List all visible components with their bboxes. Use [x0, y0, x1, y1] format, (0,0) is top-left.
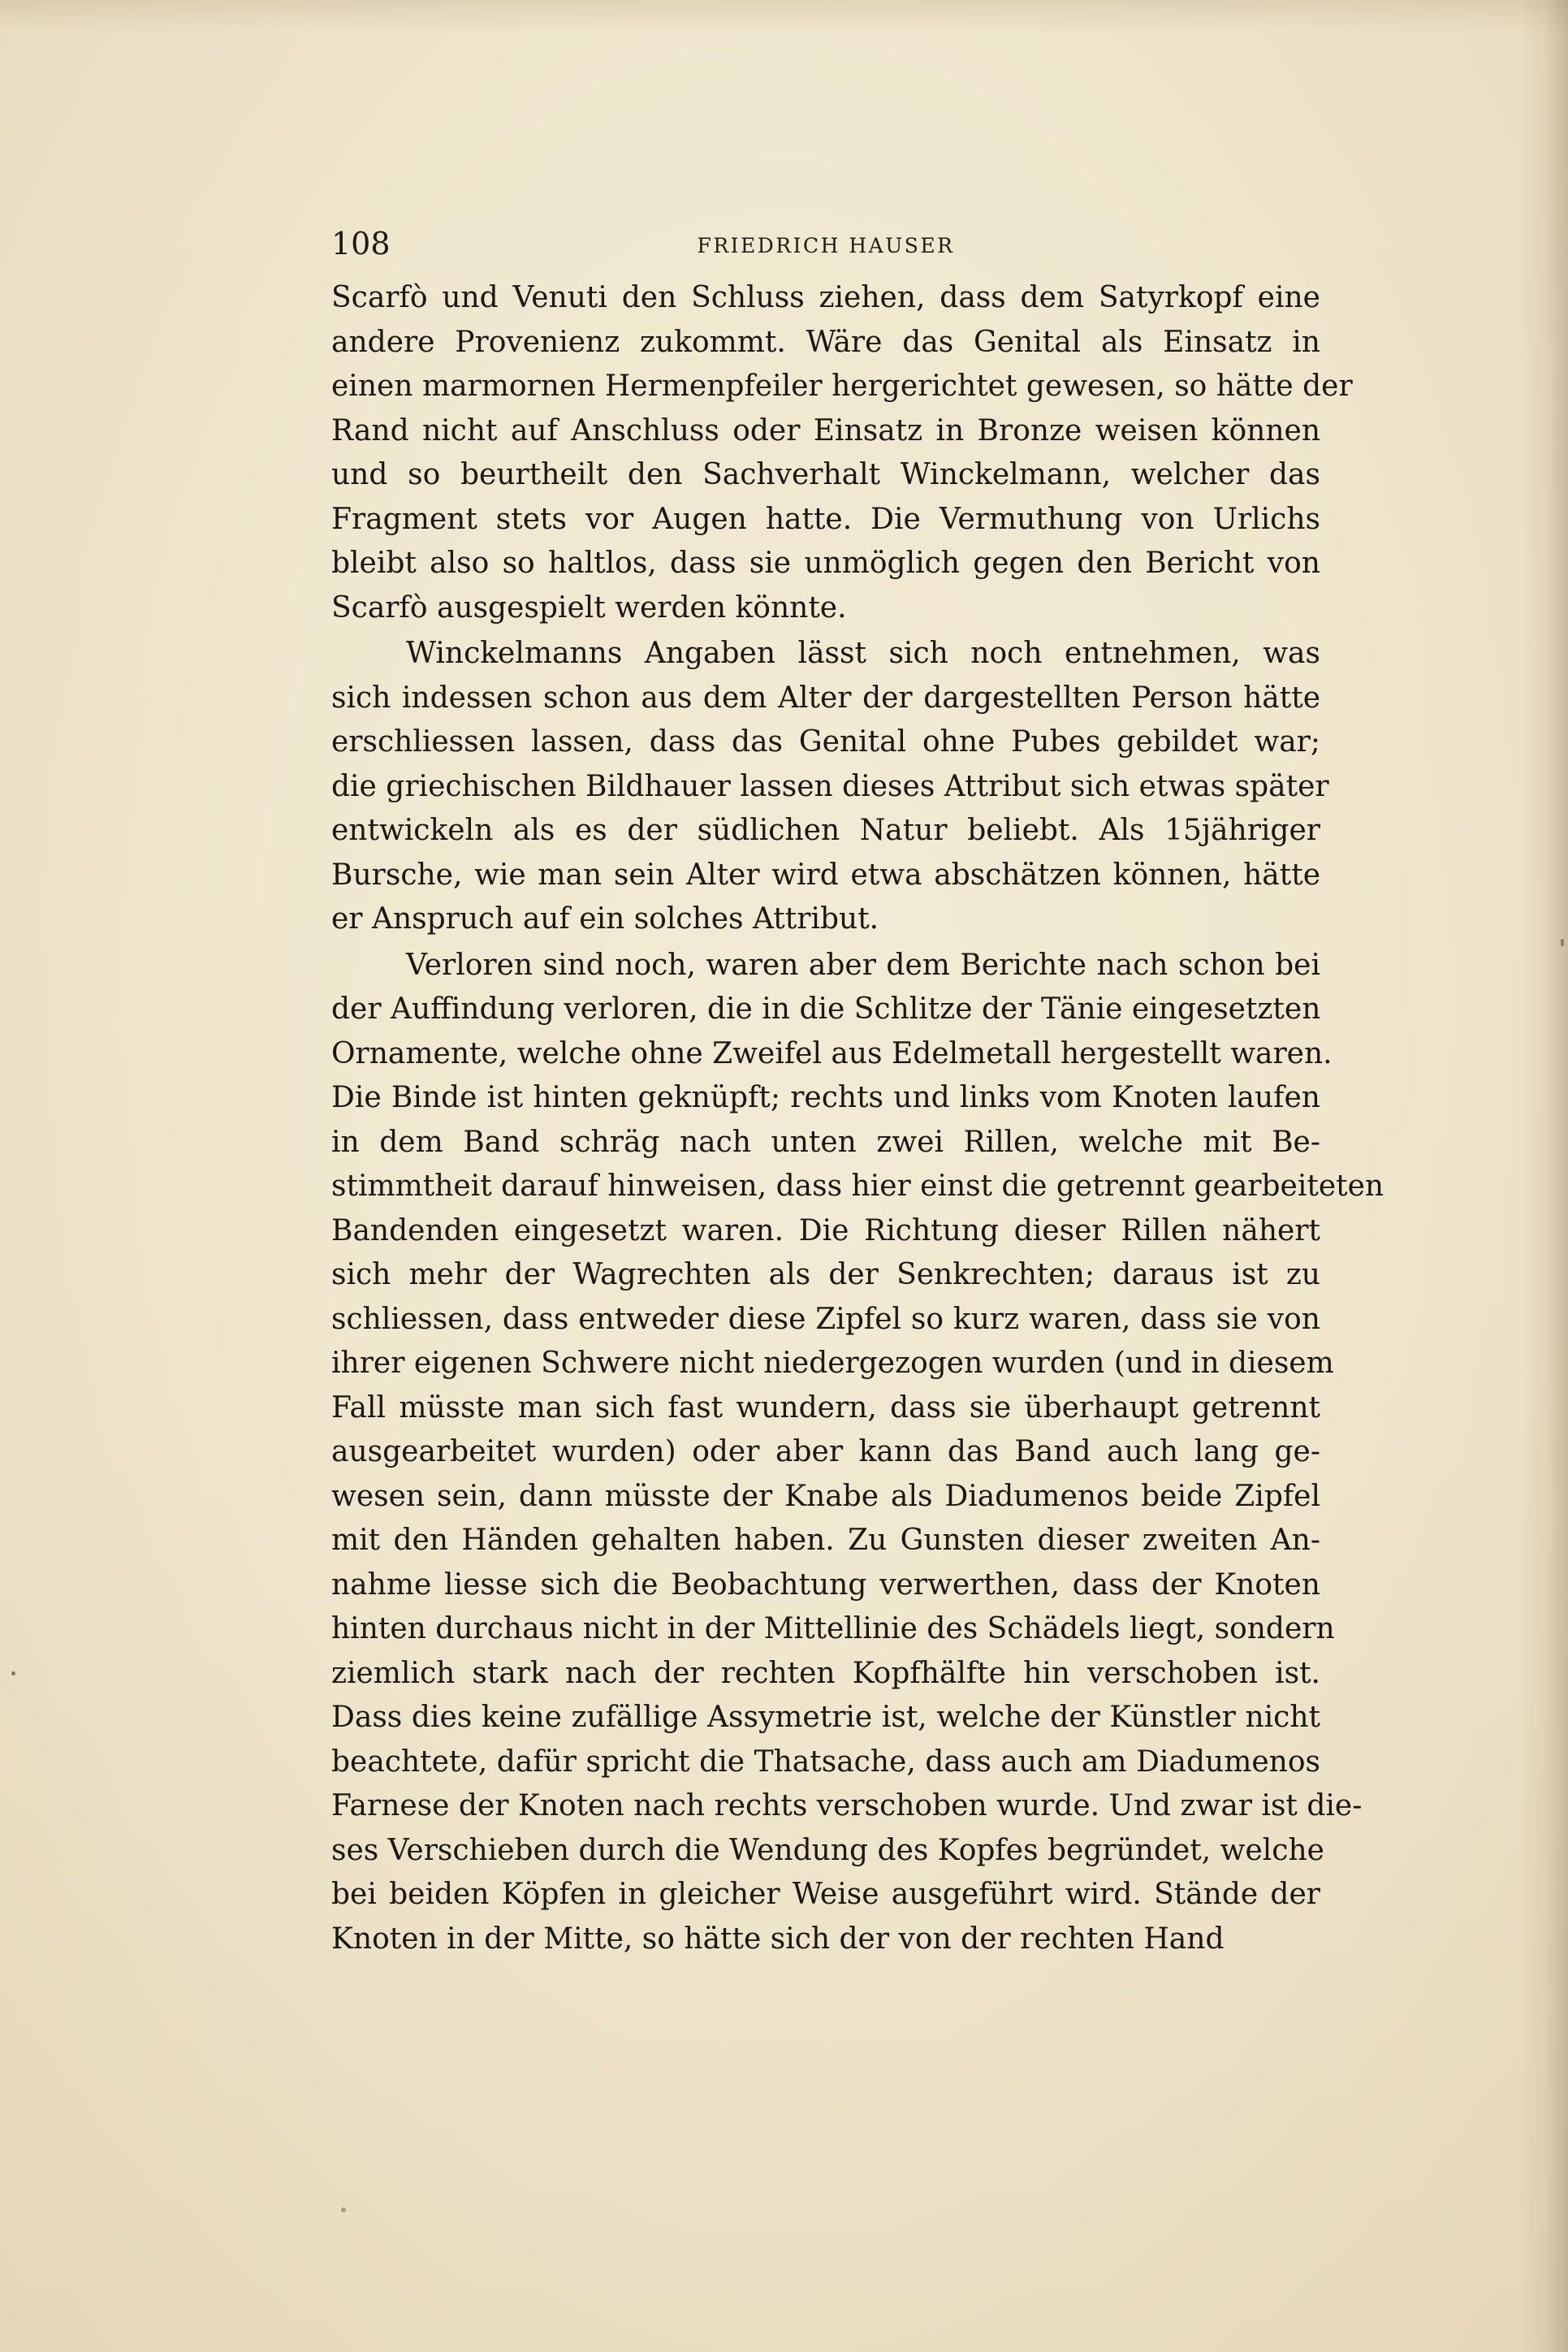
- page-number: 108: [331, 226, 391, 262]
- page-edge-shadow: [1519, 0, 1568, 2352]
- text-line: ausgearbeitet wurden) oder aber kann das Band auch lang ge-: [331, 1435, 1320, 1468]
- text-line: mit den Händen gehalten haben. Zu Gunsten dieser zweiten An-: [331, 1524, 1320, 1557]
- text-line: Farnese der Knoten nach rechts verschoben wurde. Und zwar ist die-: [331, 1789, 1363, 1822]
- text-line: wesen sein, dann müsste der Knabe als Diadumenos beide Zipfel: [331, 1479, 1320, 1513]
- text-line: beachtete, dafür spricht die Thatsache, dass auch am Diadumenos: [331, 1745, 1320, 1779]
- paper-speck: [341, 2207, 346, 2212]
- text-line: erschliessen lassen, dass das Genital ohne Pubes gebildet war;: [331, 725, 1320, 759]
- text-line: Scarfò und Venuti den Schluss ziehen, dass dem Satyrkopf eine: [331, 281, 1320, 314]
- text-line: andere Provenienz zukommt. Wäre das Genital als Einsatz in: [331, 325, 1320, 359]
- paper-speck: [1561, 939, 1564, 946]
- text-line: stimmtheit darauf hinweisen, dass hier einst die getrennt gearbeiteten: [331, 1170, 1384, 1203]
- text-line: ses Verschieben durch die Wendung des Kopfes begründet, welche: [331, 1833, 1324, 1867]
- text-line: Bursche, wie man sein Alter wird etwa abschätzen können, hätte: [331, 858, 1320, 892]
- text-line: sich mehr der Wagrechten als der Senkrechten; daraus ist zu: [331, 1258, 1320, 1291]
- text-line: Die Binde ist hinten geknüpft; rechts und links vom Knoten laufen: [331, 1081, 1320, 1114]
- text-line: Bandenden eingesetzt waren. Die Richtung dieser Rillen nähert: [331, 1213, 1320, 1247]
- paragraph: [331, 632, 1329, 942]
- text-line: schliessen, dass entweder diese Zipfel so kurz waren, dass sie von: [331, 1302, 1320, 1336]
- text-line: er Anspruch auf ein solches Attribut.: [331, 902, 879, 936]
- text-line: die griechischen Bildhauer lassen dieses Attribut sich etwas später: [331, 769, 1329, 803]
- page-top-shadow: [0, 0, 1568, 32]
- text-line: bleibt also so haltlos, dass sie unmöglich gegen den Bericht von: [331, 547, 1320, 580]
- text-line: Winckelmanns Angaben lässt sich noch entnehmen, was: [406, 637, 1320, 670]
- text-line: hinten durchaus nicht in der Mittellinie des Schädels liegt, sondern: [331, 1612, 1335, 1645]
- text-line: Fragment stets vor Augen hatte. Die Vermuthung von Urlichs: [331, 502, 1320, 536]
- text-line: Rand nicht auf Anschluss oder Einsatz in Bronze weisen können: [331, 413, 1320, 447]
- text-line: bei beiden Köpfen in gleicher Weise ausgeführt wird. Stände der: [331, 1878, 1320, 1911]
- page-header: [331, 221, 1320, 270]
- running-head: FRIEDRICH HAUSER: [697, 234, 955, 257]
- paragraph: [331, 944, 1384, 1962]
- text-line: entwickeln als es der südlichen Natur beliebt. Als 15jähriger: [331, 814, 1320, 847]
- text-line: ziemlich stark nach der rechten Kopfhälfte hin verschoben ist.: [331, 1656, 1320, 1690]
- text-line: Fall müsste man sich fast wundern, dass sie überhaupt getrennt: [331, 1390, 1320, 1425]
- text-line: der Auffindung verloren, die in die Schlitze der Tänie eingesetzten: [331, 992, 1321, 1026]
- body-text: [331, 276, 1384, 1961]
- text-line: Verloren sind noch, waren aber dem Berichte nach schon bei: [406, 948, 1320, 982]
- text-line: sich indessen schon aus dem Alter der dargestellten Person hätte: [331, 681, 1320, 715]
- text-line: Knoten in der Mitte, so hätte sich der von der rechten Hand: [331, 1922, 1225, 1956]
- text-line: Scarfò ausgespielt werden könnte.: [331, 590, 847, 625]
- text-line: einen marmornen Hermenpfeiler hergerichtet gewesen, so hätte der: [331, 370, 1353, 403]
- text-line: und so beurtheilt den Sachverhalt Winckelmann, welcher das: [331, 458, 1320, 491]
- text-line: Dass dies keine zufällige Assymetrie ist, welche der Künstler nicht: [331, 1701, 1320, 1734]
- text-line: in dem Band schräg nach unten zwei Rillen, welche mit Be-: [331, 1125, 1320, 1159]
- text-line: nahme liesse sich die Beobachtung verwerthen, dass der Knoten: [331, 1567, 1320, 1602]
- paper-speck: [11, 1671, 15, 1675]
- text-line: ihrer eigenen Schwere nicht niedergezogen wurden (und in diesem: [331, 1347, 1334, 1380]
- paragraph: [331, 276, 1353, 630]
- text-line: Ornamente, welche ohne Zweifel aus Edelmetall hergestellt waren.: [331, 1036, 1333, 1070]
